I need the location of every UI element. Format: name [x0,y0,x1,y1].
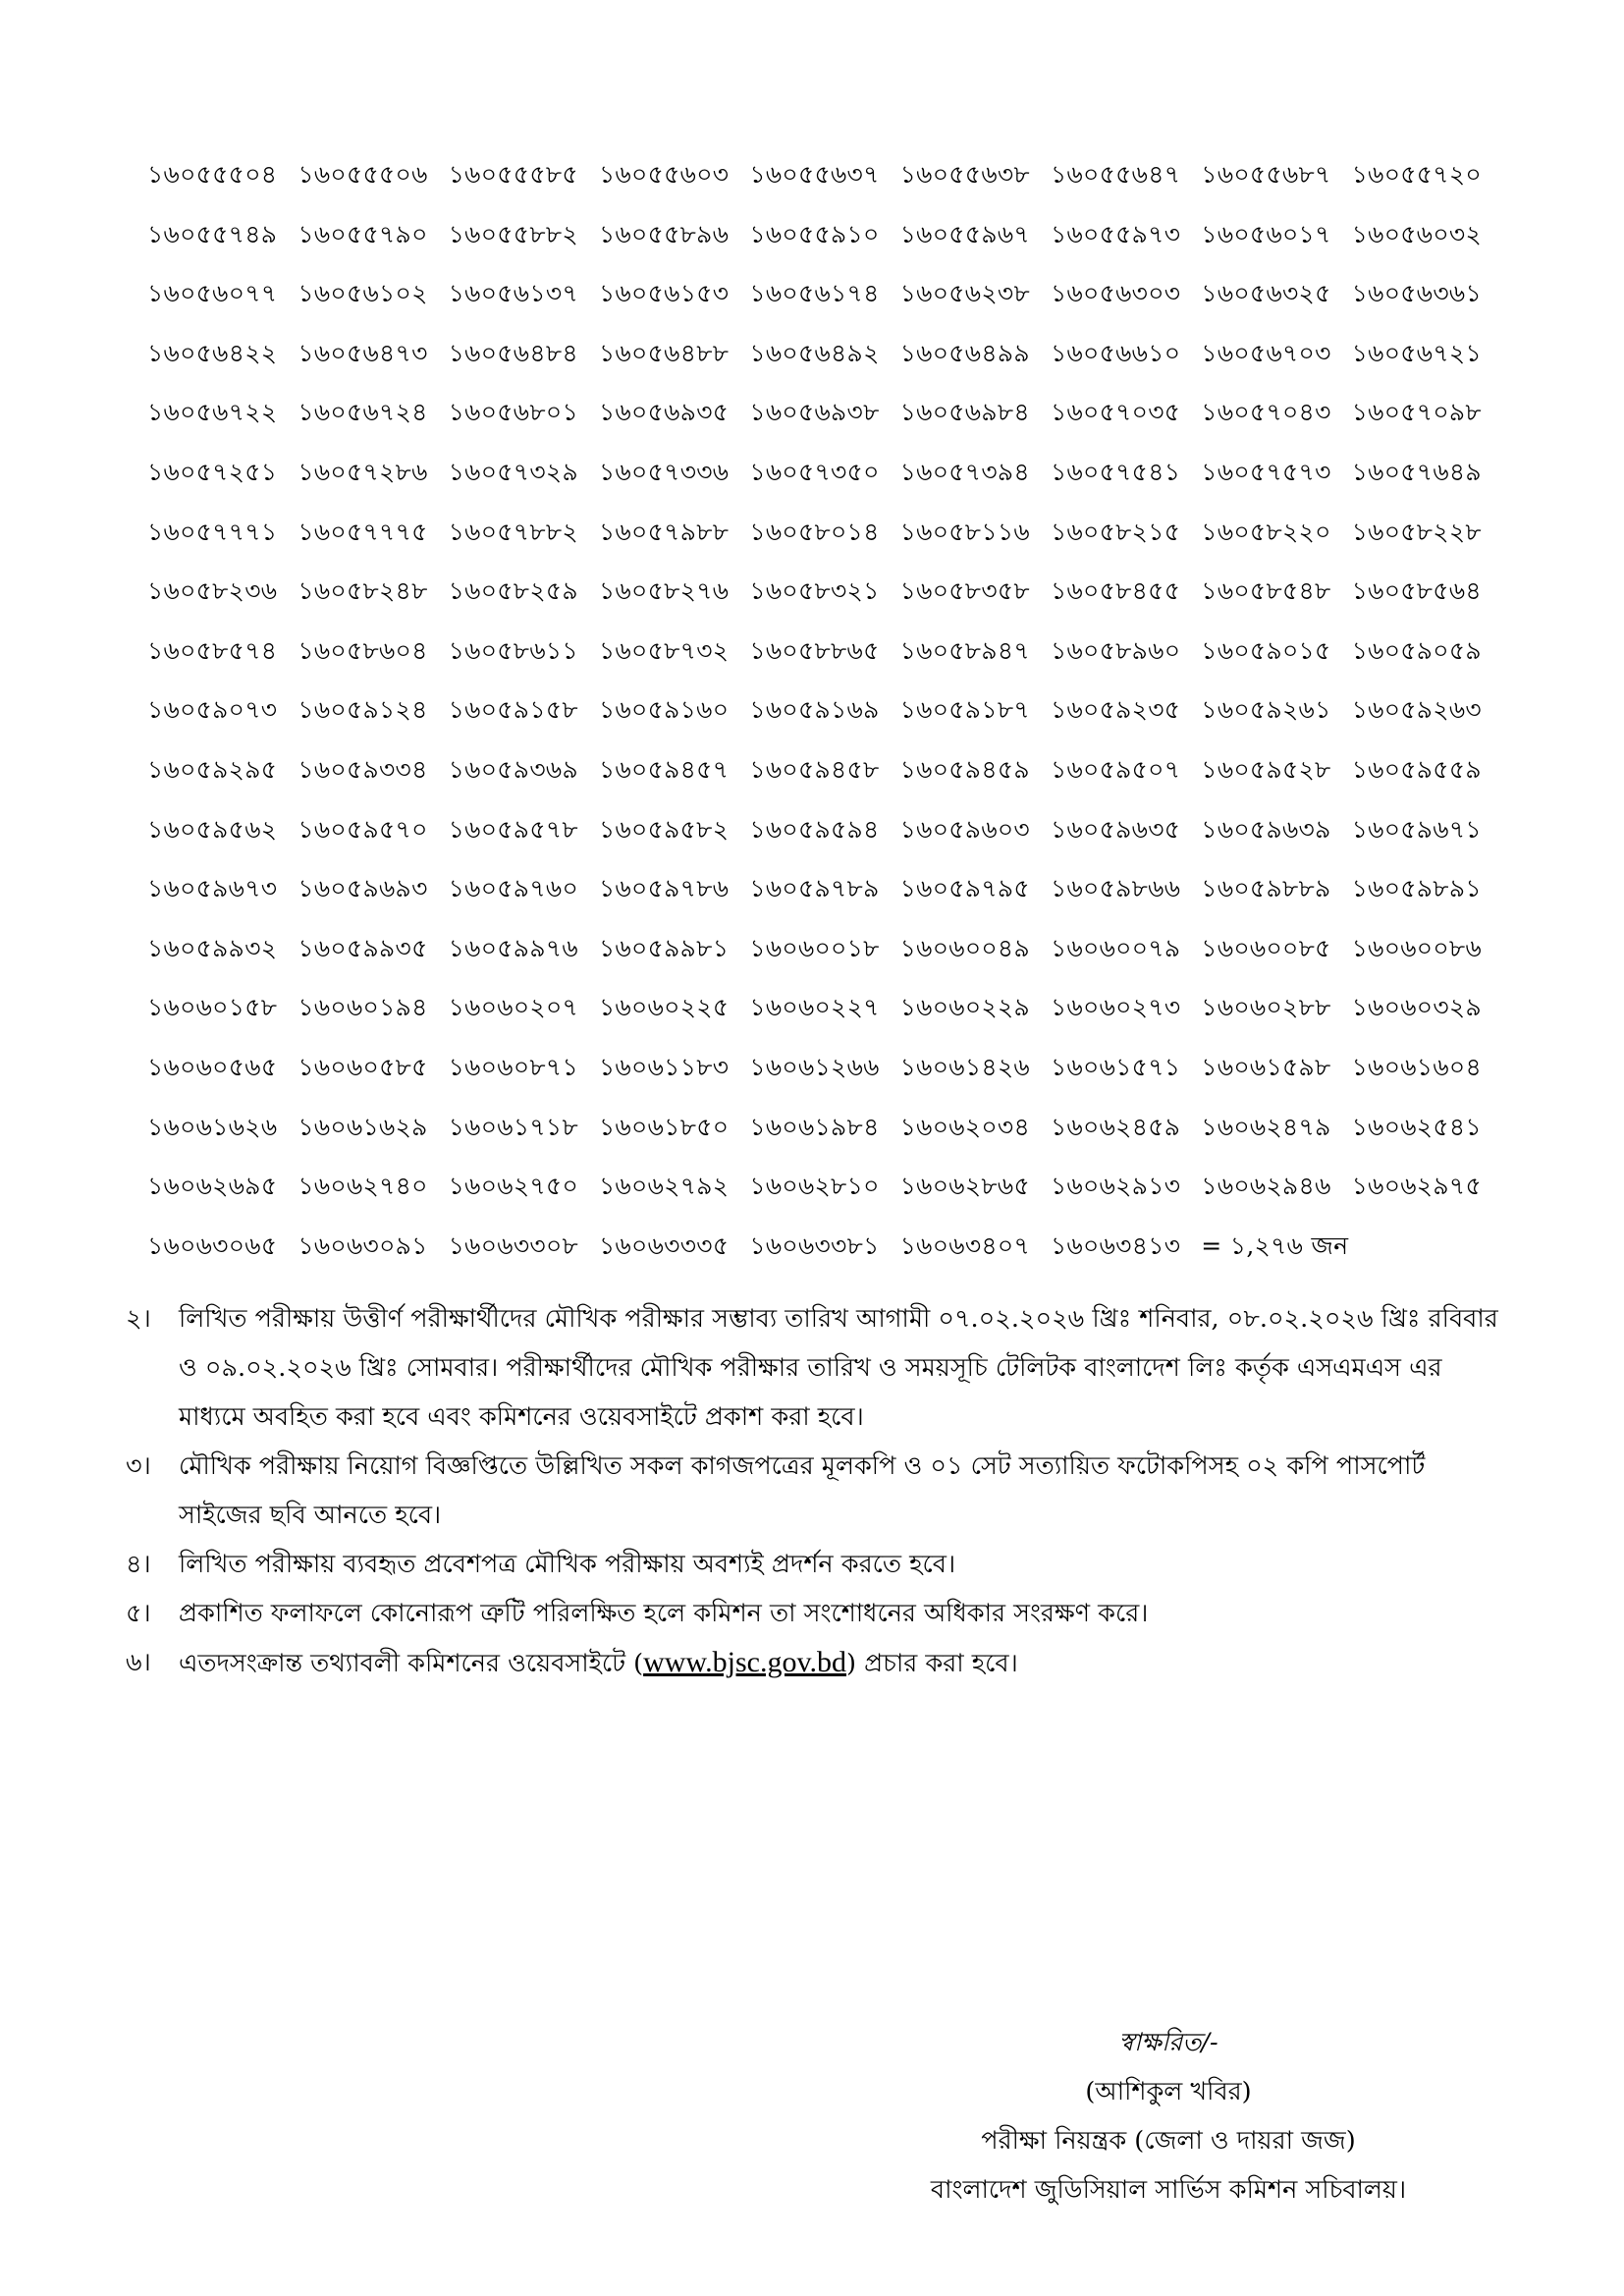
roll-number: ১৬০৬২৭৫০ [448,1172,579,1201]
roll-number: ১৬০৬০০১৮ [749,933,880,962]
roll-number: ১৬০৬১৬২৯ [298,1112,428,1141]
roll-number: ১৬০৫৭৭৭৫ [298,517,428,546]
roll-number: ১৬০৫৬৪৮৪ [448,338,578,367]
roll-number: ১৬০৫৯৬৩৫ [1050,814,1181,844]
roll-number: ১৬০৫৬০১৭ [1201,219,1331,248]
roll-number: ১৬০৬৩৩৩৫ [598,1230,730,1260]
note-text: লিখিত পরীক্ষায় উত্তীর্ণ পরীক্ষার্থীদের মৌখিক পরীক্ষার সম্ভাব্য তারিখ আগামী ০৭.০২.২০২৬ খ্রিঃ শনিবার, ০৮.০২.২০২৬ খ্রিঃ রবিবার ও ০৯.০২.২০২৬ খ্রিঃ সোমবার। পরীক্ষার্থীদের মৌখিক পরীক্ষার তারিখ ও সময়সূচি টেলিটক বাংলাদেশ লিঃ কর্তৃক এসএমএস এর মাধ্যমে অবহিত করা হবে এবং কমিশনের ওয়েবসাইটে প্রকাশ করা হবে। [179,1304,1498,1432]
roll-number: ১৬০৬০১৯৪ [298,993,428,1022]
roll-number: ১৬০৫৫৬৮৭ [1201,160,1331,189]
roll-number: ১৬০৬২৯৪৬ [1201,1172,1331,1201]
roll-number: ১৬০৫৯৫৮২ [598,814,730,844]
roll-number: ১৬০৫৮২৩৬ [147,576,278,606]
roll-number: ১৬০৫৫৭৯০ [298,219,428,248]
roll-row [147,929,1502,989]
roll-number: ১৬০৫৫৫৮৫ [448,160,578,189]
roll-number: ১৬০৫৬৭২২ [147,398,278,427]
roll-number: ১৬০৬১৪২৬ [899,1052,1030,1081]
roll-number: ১৬০৫৬৪৮৮ [598,338,730,367]
roll-number: ১৬০৫৯০১৫ [1201,635,1331,665]
roll-number: ১৬০৫৮২১৫ [1050,517,1181,546]
roll-number: ১৬০৫৯১৬০ [598,695,730,725]
roll-number: ১৬০৫৯০৭৩ [147,695,278,725]
roll-number: ১৬০৫৯৫২৮ [1201,754,1331,784]
roll-number: ১৬০৫৯৮৬৬ [1050,874,1181,903]
roll-number: ১৬০৫৮৯৪৭ [899,635,1030,665]
roll-number: ১৬০৫৭৬৪৯ [1351,457,1482,486]
roll-number: ১৬০৫৬৪৭৩ [298,338,428,367]
roll-number: ১৬০৬৩৪১৩ [1050,1230,1181,1260]
roll-number: ১৬০৬১৯৮৪ [749,1112,880,1141]
roll-number: ১৬০৫৫৯১০ [749,219,880,248]
roll-number: ১৬০৬২৮৬৫ [899,1172,1030,1201]
roll-number: ১৬০৬১৬২৬ [147,1112,278,1141]
roll-number: ১৬০৫৭৩৯৪ [899,457,1030,486]
roll-number: ১৬০৬০২০৭ [448,993,579,1022]
roll-number: ১৬০৫৬১০২ [298,279,428,308]
roll-number: ১৬০৫৯১৫৮ [448,695,578,725]
note-text-after: ) প্রচার করা হবে। [846,1649,1018,1678]
roll-row [147,215,1502,275]
roll-number: ১৬০৬১৫৭১ [1050,1052,1181,1081]
roll-number: ১৬০৫৬৪৯৯ [899,338,1030,367]
roll-row [147,572,1502,631]
roll-number: ১৬০৫৮৭৩২ [598,635,730,665]
roll-number: ১৬০৫৬৯৮৪ [899,398,1030,427]
roll-number: ১৬০৬০০৭৯ [1050,933,1181,962]
roll-number: ১৬০৫৮১১৬ [899,517,1030,546]
roll-number: ১৬০৫৭৭৭১ [147,517,278,546]
roll-number: ১৬০৫৮২৪৮ [298,576,428,606]
roll-number: ১৬০৫৯৯৭৬ [448,933,578,962]
note-item [126,1442,1500,1540]
roll-number: ১৬০৬০৮৭১ [448,1052,578,1081]
roll-number: ১৬০৫৯৮৮৯ [1201,874,1331,903]
roll-number: ১৬০৫৫৭৪৯ [147,219,278,248]
roll-number: ১৬০৬২৮১০ [749,1172,880,1201]
roll-number: ১৬০৬২৭৪০ [298,1172,428,1201]
roll-row [147,334,1502,394]
note-number: ২। [126,1304,151,1334]
roll-number: ১৬০৫৯৭৮৯ [749,874,880,903]
roll-number: ১৬০৫৮৫৬৪ [1351,576,1482,606]
roll-number: ১৬০৫৮৬০৪ [298,635,428,665]
roll-number: ১৬০৫৮২৭৬ [598,576,730,606]
roll-number: ১৬০৫৮২২০ [1201,517,1331,546]
roll-number: ১৬০৫৫৫০৬ [298,160,428,189]
roll-number: ১৬০৬০২৮৮ [1201,993,1331,1022]
note-item [126,1540,1500,1589]
roll-number: ১৬০৫৯৩৬৯ [448,754,578,784]
roll-number: ১৬০৫৮০১৪ [749,517,880,546]
roll-number: ১৬০৫৯৫৭০ [298,814,428,844]
roll-row [147,810,1502,870]
roll-number: ১৬০৬১৬০৪ [1351,1052,1482,1081]
roll-number: ১৬০৬০৫৮৫ [298,1052,428,1081]
roll-number: ১৬০৬০২২৭ [749,993,880,1022]
roll-number: ১৬০৫৯৫৫৯ [1351,754,1482,784]
roll-number: ১৬০৫৬৮০১ [448,398,578,427]
roll-number: ১৬০৬৩০৬৫ [147,1230,278,1260]
roll-number: ১৬০৫৯৯৮১ [598,933,730,962]
roll-row [147,513,1502,573]
note-item [126,1589,1500,1638]
note-number: ৫। [126,1599,151,1628]
roll-number: ১৬০৫৯৫৯৪ [749,814,880,844]
roll-number: ১৬০৬১১৮৩ [598,1052,730,1081]
roll-number: ১৬০৫৮৬১১ [448,635,578,665]
roll-number: ১৬০৬২৪৭৯ [1201,1112,1331,1141]
roll-number: ১৬০৫৯২৬৩ [1351,695,1482,725]
roll-row [147,869,1502,929]
roll-number: ১৬০৫৭৩২৯ [448,457,578,486]
roll-number: ১৬০৫৯২৬১ [1201,695,1331,725]
roll-number: ১৬০৫৫৮৮২ [448,219,578,248]
roll-number: ১৬০৬২৯১৩ [1050,1172,1181,1201]
roll-number: ১৬০৫৯৫৬২ [147,814,278,844]
roll-row [147,1108,1502,1168]
roll-number: ১৬০৬০১৫৮ [147,993,278,1022]
roll-number: ১৬০৫৬৪৯২ [749,338,880,367]
roll-number: ১৬০৫৬০৭৭ [147,279,278,308]
roll-number: ১৬০৫৯৬০৩ [899,814,1030,844]
roll-number: ১৬০৫৯৮৯১ [1351,874,1482,903]
roll-number: ১৬০৫৭৩৩৬ [598,457,730,486]
roll-number: ১৬০৫৯৫৭৮ [448,814,578,844]
roll-number: ১৬০৫৯৪৫৭ [598,754,730,784]
roll-number: ১৬০৫৯৬৯৩ [298,874,428,903]
roll-number: ১৬০৬০০৮৫ [1201,933,1331,962]
roll-number: ১৬০৫৯৯৩৫ [298,933,428,962]
website-link[interactable]: www.bjsc.gov.bd [643,1646,847,1678]
roll-number: ১৬০৫৯৯৩২ [147,933,278,962]
roll-number: ১৬০৬১২৬৬ [749,1052,880,1081]
roll-number: ১৬০৬০০৪৯ [899,933,1030,962]
note-text [179,1638,1500,1688]
roll-number: ১৬০৬৩৪০৭ [899,1230,1031,1260]
roll-number: ১৬০৫৬১৭৪ [749,279,880,308]
roll-number: ১৬০৫৮৯৬০ [1050,635,1181,665]
signatory-designation: পরীক্ষা নিয়ন্ত্রক (জেলা ও দায়রা জজ) [981,2126,1356,2156]
roll-number: ১৬০৫৯৬৩৯ [1201,814,1331,844]
roll-number: ১৬০৫৮৮৬৫ [749,635,880,665]
roll-number: ১৬০৫৯১৬৯ [749,695,880,725]
roll-number: ১৬০৫৯৭৯৫ [899,874,1030,903]
roll-number: ১৬০৫৫৯৭৩ [1050,219,1181,248]
roll-number: ১৬০৫৬৩২৫ [1201,279,1331,308]
roll-number: ১৬০৬১৫৯৮ [1201,1052,1331,1081]
note-number: ৪। [126,1550,151,1579]
roll-number: ১৬০৬২৭৯২ [598,1172,730,1201]
roll-number: ১৬০৫৬৭২৪ [298,398,428,427]
note-text: লিখিত পরীক্ষায় ব্যবহৃত প্রবেশপত্র মৌখিক পরীক্ষায় অবশ্যই প্রদর্শন করতে হবে। [179,1550,956,1579]
roll-number: ১৬০৫৯৬৭১ [1351,814,1482,844]
roll-number: ১৬০৫৫৮৯৬ [598,219,730,248]
roll-number: ১৬০৫৬০৩২ [1351,219,1482,248]
total-count: = ১,২৭৬ জন [1201,1230,1349,1260]
roll-number: ১৬০৬২৪৫৯ [1050,1112,1181,1141]
roll-row [147,1167,1502,1227]
roll-number: ১৬০৬২৬৯৫ [147,1172,278,1201]
roll-number: ১৬০৫৯৪৫৯ [899,754,1030,784]
signature-block [864,2018,1473,2214]
note-text: মৌখিক পরীক্ষায় নিয়োগ বিজ্ঞপ্তিতে উল্লিখিত সকল কাগজপত্রের মূলকপি ও ০১ সেট সত্যায়িত ফটোকপিসহ ০২ কপি পাসপোর্ট সাইজের ছবি আনতে হবে। [179,1451,1426,1530]
roll-number: ১৬০৬২০৩৪ [899,1112,1031,1141]
roll-number: ১৬০৫৮৫৭৪ [147,635,278,665]
signatory-name: (আশিকুল খবির) [1085,2077,1252,2106]
note-item [126,1294,1500,1442]
roll-number: ১৬০৫৬৬১০ [1050,338,1181,367]
roll-number: ১৬০৫৫৬৩৭ [749,160,880,189]
roll-number: ১৬০৫৯৪৫৮ [749,754,880,784]
roll-row [147,274,1502,334]
roll-number: ১৬০৬৩৩৮১ [749,1230,880,1260]
roll-row [147,1227,1502,1286]
roll-number: ১৬০৬৩০৯১ [298,1230,428,1260]
roll-number: ১৬০৫৮৩২১ [749,576,880,606]
roll-row [147,155,1502,215]
signed-mark: স্বাক্ষরিত/- [1118,2028,1218,2057]
roll-number: ১৬০৫৯৭৮৬ [598,874,730,903]
roll-row [147,750,1502,810]
roll-number: ১৬০৫৬১৫৩ [598,279,730,308]
roll-number: ১৬০৫৮৪৫৫ [1050,576,1181,606]
roll-number: ১৬০৫৫৯৬৭ [899,219,1030,248]
roll-number: ১৬০৫৫৬৩৮ [899,160,1030,189]
roll-number: ১৬০৫৯১৮৭ [899,695,1030,725]
roll-number: ১৬০৫৬৩০৩ [1050,279,1181,308]
roll-number: ১৬০৫৯৫০৭ [1050,754,1181,784]
note-text-before: এতদসংক্রান্ত তথ্যাবলী কমিশনের ওয়েবসাইটে ( [179,1649,644,1678]
roll-number: ১৬০৫৫৬৪৭ [1050,160,1181,189]
roll-number: ১৬০৫৬২৩৮ [899,279,1030,308]
roll-number: ১৬০৫৭৯৮৮ [598,517,730,546]
roll-row [147,690,1502,750]
roll-number: ১৬০৫৮৩৫৮ [899,576,1030,606]
roll-number: ১৬০৬০০৮৬ [1351,933,1482,962]
roll-number: ১৬০৫৫৭২০ [1351,160,1482,189]
roll-number: ১৬০৫৯২৯৫ [147,754,278,784]
roll-row [147,393,1502,453]
roll-number: ১৬০৫৯২৩৫ [1050,695,1181,725]
roll-number: ১৬০৫৭৩৫০ [749,457,880,486]
signatory-office: বাংলাদেশ জুডিসিয়াল সার্ভিস কমিশন সচিবালয়। [930,2175,1407,2205]
roll-number: ১৬০৫৬৪২২ [147,338,278,367]
roll-row [147,453,1502,513]
roll-number: ১৬০৫৬১৩৭ [448,279,578,308]
roll-number: ১৬০৬২৯৭৫ [1351,1172,1482,1201]
roll-number: ১৬০৫৬৯৩৫ [598,398,730,427]
roll-number: ১৬০৫৯৬৭৩ [147,874,278,903]
roll-number: ১৬০৬০২২৯ [899,993,1031,1022]
roll-number: ১৬০৫৯০৫৯ [1351,635,1482,665]
roll-number: ১৬০৫৬৩৬১ [1351,279,1482,308]
note-item [126,1638,1500,1688]
note-number: ৩। [126,1451,151,1481]
roll-row [147,631,1502,691]
roll-number: ১৬০৫৭০৩৫ [1050,398,1181,427]
roll-number: ১৬০৫৯৩৩৪ [298,754,428,784]
roll-number: ১৬০৬৩৩০৮ [448,1230,579,1260]
roll-number: ১৬০৬০৩২৯ [1351,993,1482,1022]
roll-number: ১৬০৫৭৮৮২ [448,517,578,546]
roll-number: ১৬০৫৭৫৪১ [1050,457,1181,486]
instructions-list [126,1294,1500,1688]
roll-row [147,1048,1502,1108]
roll-number: ১৬০৫৬৯৩৮ [749,398,880,427]
note-number: ৬। [126,1648,151,1677]
roll-number: ১৬০৫৮৫৪৮ [1201,576,1331,606]
roll-number: ১৬০৫৮২২৮ [1351,517,1482,546]
roll-number: ১৬০৫৭৫৭৩ [1201,457,1331,486]
roll-number: ১৬০৬০৫৬৫ [147,1052,278,1081]
roll-number: ১৬০৫৭০৯৮ [1351,398,1482,427]
roll-number: ১৬০৬২৫৪১ [1351,1112,1482,1141]
roll-number: ১৬০৬০২২৫ [598,993,730,1022]
roll-number: ১৬০৬১৭১৮ [448,1112,578,1141]
roll-number: ১৬০৫৯৭৬০ [448,874,578,903]
roll-row [147,988,1502,1048]
roll-number-grid [147,155,1502,1285]
roll-number: ১৬০৫৮২৫৯ [448,576,578,606]
roll-number: ১৬০৬১৮৫০ [598,1112,730,1141]
roll-number: ১৬০৫৭০৪৩ [1201,398,1331,427]
roll-number: ১৬০৫৬৭০৩ [1201,338,1331,367]
roll-number: ১৬০৫৭২৫১ [147,457,278,486]
roll-number: ১৬০৫৫৫০৪ [147,160,278,189]
roll-number: ১৬০৫৬৭২১ [1351,338,1482,367]
roll-number: ১৬০৫৯১২৪ [298,695,428,725]
roll-number: ১৬০৫৭২৮৬ [298,457,428,486]
note-text: প্রকাশিত ফলাফলে কোনোরূপ ত্রুটি পরিলক্ষিত হলে কমিশন তা সংশোধনের অধিকার সংরক্ষণ করে। [179,1599,1149,1628]
roll-number: ১৬০৬০২৭৩ [1050,993,1181,1022]
roll-number: ১৬০৫৫৬০৩ [598,160,730,189]
